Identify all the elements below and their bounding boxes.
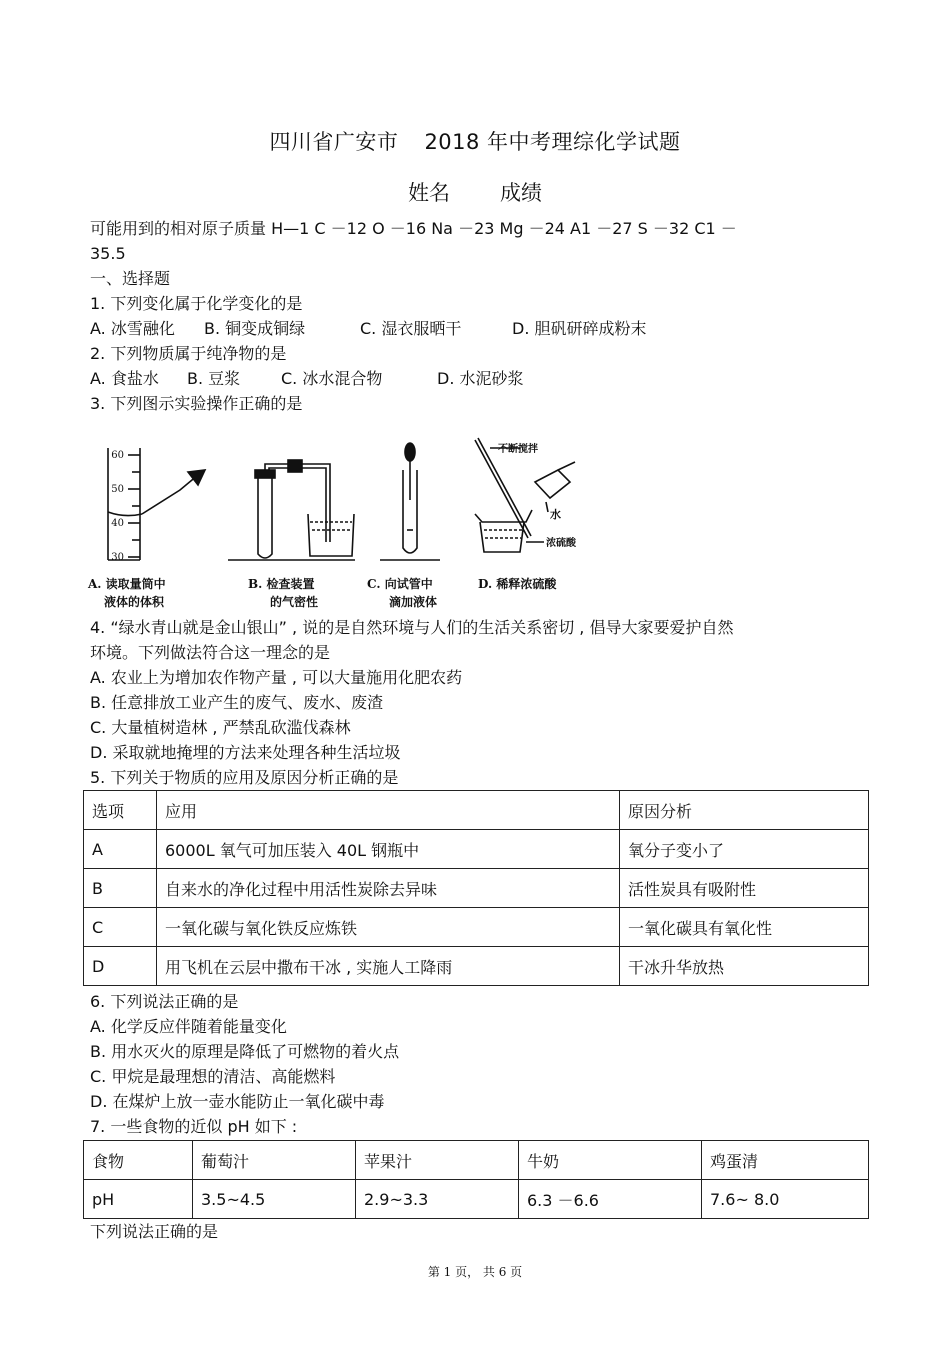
q5-table bbox=[83, 790, 869, 986]
caption-b-line1: B. 检查装置 bbox=[248, 577, 315, 591]
table-cell: 7.6~ 8.0 bbox=[702, 1180, 869, 1219]
q6-stem: 6. 下列说法正确的是 bbox=[90, 992, 239, 1011]
table-cell: C bbox=[84, 908, 157, 947]
q7-after-text: 下列说法正确的是 bbox=[90, 1222, 219, 1241]
table-row bbox=[84, 1180, 869, 1219]
q1-option-d: D. 胆矾研碎成粉末 bbox=[512, 319, 647, 338]
q4-stem-line2: 环境。下列做法符合这一理念的是 bbox=[90, 643, 331, 662]
water-label: 水 bbox=[550, 508, 561, 521]
table-header-cell: 苹果汁 bbox=[356, 1141, 519, 1180]
tick-60: 60 bbox=[111, 450, 124, 461]
table-header-cell: 食物 bbox=[84, 1141, 193, 1180]
table-row bbox=[84, 830, 869, 869]
table-cell: 活性炭具有吸附性 bbox=[620, 869, 869, 908]
q1-option-c: C. 湿衣服晒干 bbox=[360, 319, 462, 338]
table-cell: 6.3 －6.6 bbox=[519, 1180, 702, 1219]
table-header-row bbox=[84, 1141, 869, 1180]
table-row bbox=[84, 947, 869, 986]
q1-option-b: B. 铜变成铜绿 bbox=[204, 319, 306, 338]
table-header-cell: 选项 bbox=[84, 791, 157, 830]
q7-ph-table bbox=[83, 1140, 869, 1219]
table-cell: 2.9~3.3 bbox=[356, 1180, 519, 1219]
table-cell: 一氧化碳与氧化铁反应炼铁 bbox=[157, 908, 620, 947]
q4-stem-line1: 4. “绿水青山就是金山银山” , 说的是自然环境与人们的生活关系密切 , 倡导大家要爱护自然 bbox=[90, 618, 734, 637]
q4-option-a: A. 农业上为增加农作物产量 , 可以大量施用化肥农药 bbox=[90, 668, 463, 687]
q1-option-a: A. 冰雪融化 bbox=[90, 319, 175, 338]
q4-option-b: B. 任意排放工业产生的废气、废水、废渣 bbox=[90, 693, 384, 712]
q5-stem: 5. 下列关于物质的应用及原因分析正确的是 bbox=[90, 768, 399, 787]
tick-30: 30 bbox=[111, 552, 124, 563]
table-header-cell: 鸡蛋清 bbox=[702, 1141, 869, 1180]
q7-stem: 7. 一些食物的近似 pH 如下 : bbox=[90, 1117, 298, 1136]
caption-c-line1: C. 向试管中 bbox=[367, 577, 433, 591]
title-exam: 2018 年中考理综化学试题 bbox=[424, 130, 681, 154]
atomic-mass-line1: 可能用到的相对原子质量 H—1 C －12 O －16 Na －23 Mg －24 A1 －27 S －32 C1 － bbox=[90, 219, 737, 238]
q6-option-d: D. 在煤炉上放一壶水能防止一氧化碳中毒 bbox=[90, 1092, 385, 1111]
q3-experiment-figure bbox=[80, 430, 600, 615]
q6-option-a: A. 化学反应伴随着能量变化 bbox=[90, 1017, 287, 1036]
q2-option-d: D. 水泥砂浆 bbox=[437, 369, 524, 388]
q4-option-d: D. 采取就地掩埋的方法来处理各种生活垃圾 bbox=[90, 743, 401, 762]
table-header-cell: 原因分析 bbox=[620, 791, 869, 830]
acid-label: 浓硫酸 bbox=[546, 538, 576, 549]
table-header-cell: 葡萄汁 bbox=[193, 1141, 356, 1180]
q4-option-c: C. 大量植树造林 , 严禁乱砍滥伐森林 bbox=[90, 718, 351, 737]
table-cell: 一氧化碳具有氧化性 bbox=[620, 908, 869, 947]
q3-stem: 3. 下列图示实验操作正确的是 bbox=[90, 394, 303, 413]
table-header-cell: 牛奶 bbox=[519, 1141, 702, 1180]
caption-a-line1: A. 读取量筒中 bbox=[88, 577, 166, 591]
table-cell: A bbox=[84, 830, 157, 869]
section-heading: 一、选择题 bbox=[90, 269, 171, 288]
table-cell: 氧分子变小了 bbox=[620, 830, 869, 869]
caption-d-line1: D. 稀释浓硫酸 bbox=[478, 577, 557, 591]
score-label: 成绩 bbox=[500, 181, 542, 205]
q2-options bbox=[90, 368, 524, 390]
page-footer: 第 1 页， 共 6 页 bbox=[427, 1265, 523, 1279]
table-header-row bbox=[84, 791, 869, 830]
dropper-tube-illustration bbox=[380, 443, 440, 560]
caption-c-line2: 滴加液体 bbox=[389, 595, 438, 609]
atomic-mass-line2: 35.5 bbox=[90, 244, 126, 263]
dilution-illustration bbox=[475, 438, 575, 552]
airtight-apparatus-illustration bbox=[228, 460, 355, 560]
q2-option-b: B. 豆浆 bbox=[187, 369, 241, 388]
page-title bbox=[0, 126, 950, 156]
caption-b-line2: 的气密性 bbox=[270, 595, 319, 609]
q6-option-c: C. 甲烷是最理想的清洁、高能燃料 bbox=[90, 1067, 336, 1086]
title-region: 四川省广安市 bbox=[269, 130, 399, 154]
caption-a-line2: 液体的体积 bbox=[104, 595, 165, 609]
name-score-row bbox=[0, 177, 950, 207]
q1-stem: 1. 下列变化属于化学变化的是 bbox=[90, 294, 303, 313]
stir-label: 不断搅拌 bbox=[498, 444, 538, 455]
table-cell: D bbox=[84, 947, 157, 986]
table-cell: pH bbox=[84, 1180, 193, 1219]
cylinder-illustration bbox=[108, 448, 205, 560]
q1-options bbox=[90, 318, 647, 340]
q6-option-b: B. 用水灭火的原理是降低了可燃物的着火点 bbox=[90, 1042, 400, 1061]
tick-50: 50 bbox=[111, 484, 124, 495]
table-cell: 自来水的净化过程中用活性炭除去异味 bbox=[157, 869, 620, 908]
table-cell: 6000L 氧气可加压装入 40L 钢瓶中 bbox=[157, 830, 620, 869]
q2-stem: 2. 下列物质属于纯净物的是 bbox=[90, 344, 287, 363]
tick-40: 40 bbox=[111, 518, 124, 529]
table-row bbox=[84, 908, 869, 947]
table-cell: 3.5~4.5 bbox=[193, 1180, 356, 1219]
q2-option-c: C. 冰水混合物 bbox=[281, 369, 383, 388]
name-label: 姓名 bbox=[408, 181, 450, 205]
table-row bbox=[84, 869, 869, 908]
table-cell: B bbox=[84, 869, 157, 908]
table-header-cell: 应用 bbox=[157, 791, 620, 830]
q2-option-a: A. 食盐水 bbox=[90, 369, 159, 388]
table-cell: 干冰升华放热 bbox=[620, 947, 869, 986]
table-cell: 用飞机在云层中撒布干冰 , 实施人工降雨 bbox=[157, 947, 620, 986]
